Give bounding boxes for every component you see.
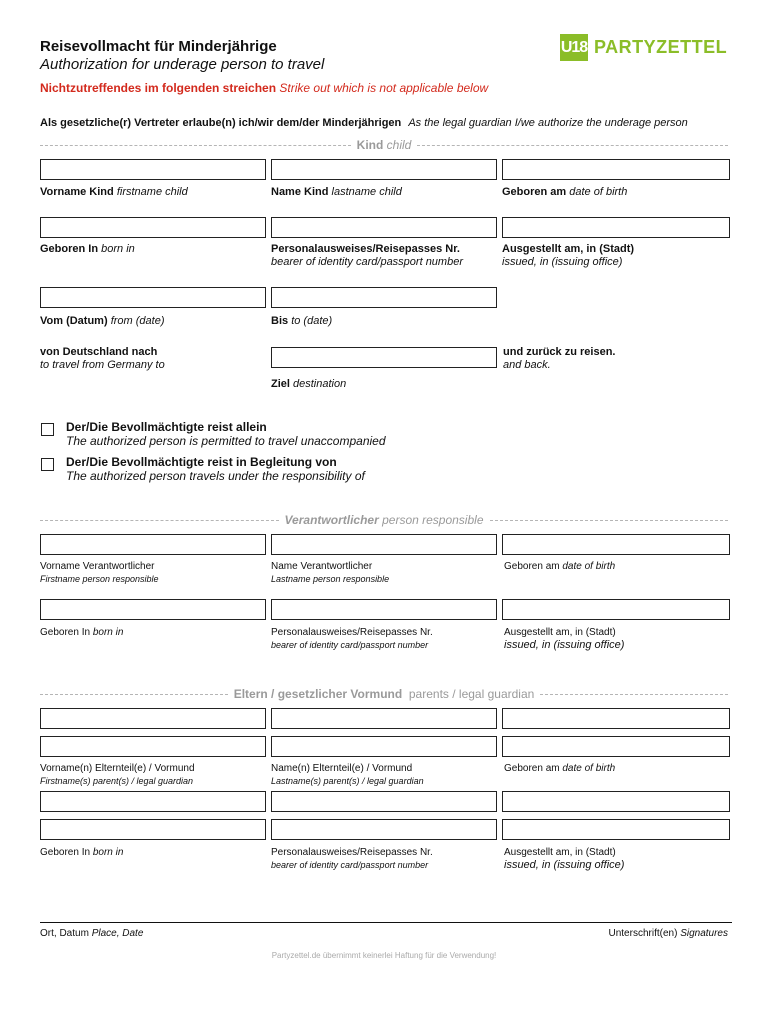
- travel-from-label: von Deutschland nach to travel from Germany to: [40, 346, 165, 371]
- destination-label: Ziel destination: [271, 378, 347, 390]
- section-responsible-de: Verantwortlicher: [284, 513, 379, 527]
- u18-logo-badge: U18: [560, 34, 588, 61]
- child-dob-field[interactable]: [502, 159, 730, 180]
- travel-accompanied-label: Der/Die Bevollmächtigte reist in Begleitung von The authorized person travels under the responsibility of: [66, 455, 365, 483]
- to-date-field[interactable]: [271, 287, 497, 308]
- parent1-birthplace-field[interactable]: [40, 791, 266, 812]
- parent-dob-label: Geboren am date of birth: [504, 763, 616, 774]
- responsible-passport-field[interactable]: [271, 599, 497, 620]
- responsible-passport-label: Personalausweises/Reisepasses Nr. bearer of identity card/passport number: [271, 627, 433, 650]
- intro-line: [40, 117, 688, 129]
- signatures-label: Unterschrift(en) Signatures: [608, 928, 728, 939]
- child-lastname-label: Name Kind lastname child: [271, 186, 402, 198]
- responsible-issued-field[interactable]: [502, 599, 730, 620]
- child-passport-label: Personalausweises/Reisepasses Nr. bearer of identity card/passport number: [271, 243, 463, 268]
- and-back-label: und zurück zu reisen. and back.: [503, 346, 616, 371]
- responsible-dob-label: Geboren am date of birth: [504, 561, 616, 572]
- travel-accompanied-checkbox[interactable]: [41, 458, 54, 471]
- section-responsible-separator: [40, 513, 728, 527]
- parent1-issued-field[interactable]: [502, 791, 730, 812]
- section-kind-en: child: [386, 138, 412, 152]
- child-firstname-label: Vorname Kind firstname child: [40, 186, 188, 198]
- to-date-label: Bis to (date): [271, 315, 333, 327]
- from-date-field[interactable]: [40, 287, 266, 308]
- responsible-lastname-label: Name Verantwortlicher Lastname person responsible: [271, 561, 390, 584]
- disclaimer: Partyzettel.de übernimmt keinerlei Haftung für die Verwendung!: [271, 951, 497, 960]
- child-firstname-field[interactable]: [40, 159, 266, 180]
- parent1-passport-field[interactable]: [271, 791, 497, 812]
- strike-note: [40, 81, 488, 95]
- section-parents-separator: [40, 687, 728, 701]
- responsible-lastname-field[interactable]: [271, 534, 497, 555]
- child-issued-label: Ausgestellt am, in (Stadt) issued, in (issuing office): [502, 243, 635, 268]
- child-passport-field[interactable]: [271, 217, 497, 238]
- child-birthplace-field[interactable]: [40, 217, 266, 238]
- intro-de: Als gesetzliche(r) Vertreter erlaube(n) ich/wir dem/der Minderjährigen: [40, 117, 402, 129]
- destination-field[interactable]: [271, 347, 497, 368]
- parent-birthplace-label: Geboren In born in: [40, 847, 124, 858]
- parent-passport-label: Personalausweises/Reisepasses Nr. bearer of identity card/passport number: [271, 847, 433, 870]
- strike-note-de: Nichtzutreffendes im folgenden streichen: [40, 81, 277, 95]
- parent1-dob-field[interactable]: [502, 708, 730, 729]
- parent2-lastname-field[interactable]: [271, 736, 497, 757]
- parent2-issued-field[interactable]: [502, 819, 730, 840]
- travel-alone-checkbox[interactable]: [41, 423, 54, 436]
- child-birthplace-label: Geboren In born in: [40, 243, 135, 255]
- parent2-dob-field[interactable]: [502, 736, 730, 757]
- title-en: Authorization for underage person to travel: [40, 56, 325, 73]
- parent2-passport-field[interactable]: [271, 819, 497, 840]
- child-issued-field[interactable]: [502, 217, 730, 238]
- title-de: Reisevollmacht für Minderjährige: [40, 38, 277, 55]
- parent-firstname-label: Vorname(n) Elternteil(e) / Vormund Firstname(s) parent(s) / legal guardian: [40, 763, 195, 786]
- responsible-dob-field[interactable]: [502, 534, 730, 555]
- responsible-firstname-label: Vorname Verantwortlicher Firstname person responsible: [40, 561, 159, 584]
- child-dob-label: Geboren am date of birth: [502, 186, 628, 198]
- section-kind-separator: [40, 138, 728, 152]
- place-date-label: Ort, Datum Place, Date: [40, 928, 144, 939]
- responsible-birthplace-field[interactable]: [40, 599, 266, 620]
- strike-note-en: Strike out which is not applicable below: [279, 81, 489, 95]
- responsible-birthplace-label: Geboren In born in: [40, 627, 124, 638]
- child-lastname-field[interactable]: [271, 159, 497, 180]
- responsible-firstname-field[interactable]: [40, 534, 266, 555]
- from-date-label: Vom (Datum) from (date): [40, 315, 165, 327]
- responsible-issued-label: Ausgestellt am, in (Stadt) issued, in (issuing office): [504, 627, 625, 651]
- parent-lastname-label: Name(n) Elternteil(e) / Vormund Lastname(s) parent(s) / legal guardian: [271, 763, 424, 786]
- section-parents-en: parents / legal guardian: [408, 687, 535, 701]
- parent1-lastname-field[interactable]: [271, 708, 497, 729]
- parent-issued-label: Ausgestellt am, in (Stadt) issued, in (issuing office): [504, 847, 625, 871]
- intro-en: As the legal guardian I/we authorize the underage person: [408, 117, 688, 129]
- section-responsible-en: person responsible: [382, 513, 484, 527]
- travel-alone-label: Der/Die Bevollmächtigte reist allein The authorized person is permitted to travel unaccompanied: [66, 420, 386, 448]
- signature-line: [40, 922, 732, 923]
- section-parents-de: Eltern / gesetzlicher Vormund: [233, 687, 403, 701]
- parent2-birthplace-field[interactable]: [40, 819, 266, 840]
- parent2-firstname-field[interactable]: [40, 736, 266, 757]
- section-kind-de: Kind: [356, 138, 384, 152]
- parent1-firstname-field[interactable]: [40, 708, 266, 729]
- partyzettel-logo-text: PARTYZETTEL: [594, 37, 728, 57]
